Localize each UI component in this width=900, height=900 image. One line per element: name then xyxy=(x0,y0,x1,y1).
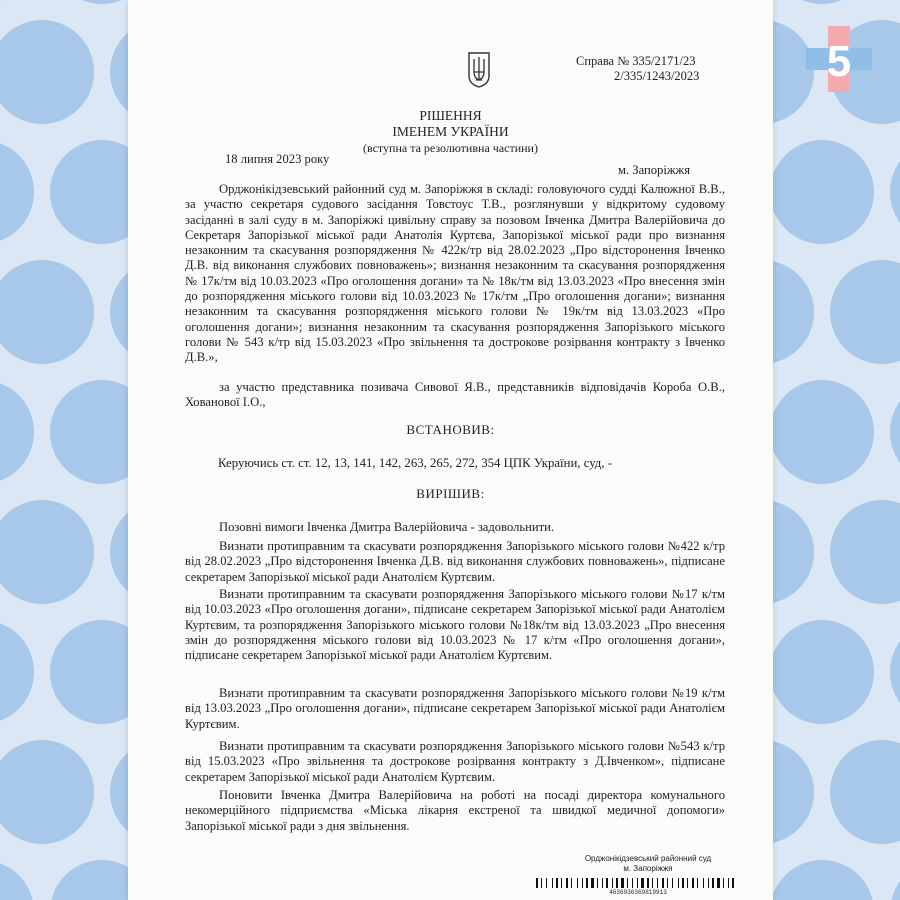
pattern-shape xyxy=(770,0,874,4)
pattern-shape xyxy=(770,620,874,724)
footer-court-line2: м. Запоріжжя xyxy=(623,864,673,873)
pattern-shape xyxy=(890,380,900,484)
case-number-line2: 2/335/1243/2023 xyxy=(614,69,700,83)
decision-date: 18 липня 2023 року xyxy=(225,152,330,166)
pattern-shape xyxy=(0,380,34,484)
svg-text:5: 5 xyxy=(826,37,852,86)
participants-paragraph: за участю представника позивача Сивової Я.В., представників відповідачів Короба О.В., Хованової І.О., xyxy=(185,380,725,410)
pattern-shape xyxy=(770,380,874,484)
pattern-shape xyxy=(890,860,900,900)
pattern-shape xyxy=(830,500,900,604)
guided-by-paragraph: Керуючись ст. ст. 12, 13, 141, 142, 263, 265, 272, 354 ЦПК України, суд, - xyxy=(218,456,612,470)
intro-paragraph: Орджонікідзевський районний суд м. Запоріжжя в складі: головуючого судді Калюжної В.В., за участю секретаря судового засідання Товстоус Т.В., розглянувши у відкритому судовому засіданні в залі суду в м. Запоріжжі цивільну справу за позовом Івченка Дмитра Валерійовича до Секретаря Запорізької міської ради Анатолія Куртєва, Запорізької міської ради про визнання незаконним та скасування розпорядження № 422к/тр від 28.02.2023 „Про відсторонення Івченко Д.В. від виконання службових повноважень»; визнання незаконним та скасування розпорядження № 17к/тм від 10.03.2023 «Про оголошення догани» та № 18к/тм від 13.03.2023 «Про внесення змін до розпорядження міського голови від 10.03.2023 № 17к/тм „Про оголошення догани»; визнання незаконним та скасування розпорядження міського голови № 19к/тм від 13.03.2023 «Про оголошення догани»; визнання незаконним та скасування розпорядження Запорізького міського голови № 543 к/тр від 15.03.2023 «Про звільнення та дострокове розірвання контракту з Івченко Д.В.», xyxy=(185,182,725,365)
pattern-shape xyxy=(770,140,874,244)
trident-emblem-icon xyxy=(466,50,492,88)
pattern-shape xyxy=(890,0,900,4)
pattern-shape xyxy=(890,620,900,724)
pattern-shape xyxy=(0,860,34,900)
pattern-shape xyxy=(0,500,94,604)
pattern-shape xyxy=(770,860,874,900)
pattern-shape xyxy=(0,620,34,724)
barcode-number: 4636936369819913 xyxy=(609,889,667,896)
pattern-shape xyxy=(0,140,34,244)
pattern-shape xyxy=(890,140,900,244)
case-number xyxy=(576,54,736,84)
barcode-icon xyxy=(536,878,736,888)
channel-5-logo-icon xyxy=(802,22,876,96)
resolution-item: Позовні вимоги Івченка Дмитра Валерійовича - задовольнити. xyxy=(219,520,554,534)
decision-city: м. Запоріжжя xyxy=(618,163,691,177)
court-decision-document xyxy=(128,0,773,900)
pattern-shape xyxy=(0,0,34,4)
parts-note: (вступна та резолютивна частини) xyxy=(363,141,538,155)
decision-title: РІШЕННЯ xyxy=(419,108,482,123)
resolution-item: Поновити Івченка Дмитра Валерійовича на роботі на посаді директора комунального некомерційного підприємства «Міська лікарня екстреної та швидкої медичної допомоги» Запорізької міської ради з дня звільнення. xyxy=(185,788,725,833)
footer-court-stamp xyxy=(558,854,738,874)
decided-heading: ВИРІШИВ: xyxy=(416,486,485,501)
established-heading: ВСТАНОВИВ: xyxy=(406,422,495,437)
resolution-item: Визнати протиправним та скасувати розпорядження Запорізького міського голови №17 к/тм від 10.03.2023 «Про оголошення догани», підписане секретарем Запорізької міської ради Анатолієм Куртєвим, та розпорядження Запорізького міського голови №18к/тм від 13.03.2023 „Про внесення змін до розпорядження міського голови від 10.03.2023 № 17 к/тм «Про оголошення догани», підписане секретарем Запорізької міської ради Анатолієм Куртєвим. xyxy=(185,587,725,663)
resolution-item: Визнати протиправним та скасувати розпорядження Запорізького міського голови №422 к/тр від 28.02.2023 „Про відсторонення Івченка Д.В. від виконання службових повноважень», підписане секретарем Запорізької міської ради Анатолієм Куртєвим. xyxy=(185,539,725,584)
resolution-item: Визнати протиправним та скасувати розпорядження Запорізького міського голови №19 к/тм від 13.03.2023 „Про оголошення догани», підписане секретарем Запорізької міської ради Анатолієм Куртєвим. xyxy=(185,686,725,731)
pattern-shape xyxy=(0,740,94,844)
pattern-shape xyxy=(830,740,900,844)
footer-court-line1: Орджонікідзевський районний суд xyxy=(584,854,712,863)
pattern-shape xyxy=(830,260,900,364)
pattern-shape xyxy=(0,260,94,364)
case-number-line1: Справа № 335/2171/23 xyxy=(576,54,696,68)
decision-subtitle: ІМЕНЕМ УКРАЇНИ xyxy=(392,124,509,139)
pattern-shape xyxy=(0,20,94,124)
resolution-item: Визнати протиправним та скасувати розпорядження Запорізького міського голови №543 к/тр від 15.03.2023 «Про звільнення та дострокове розірвання контракту з Д.Івченком», підписане секретарем Запорізької міської ради Анатолієм Куртєвим. xyxy=(185,739,725,784)
